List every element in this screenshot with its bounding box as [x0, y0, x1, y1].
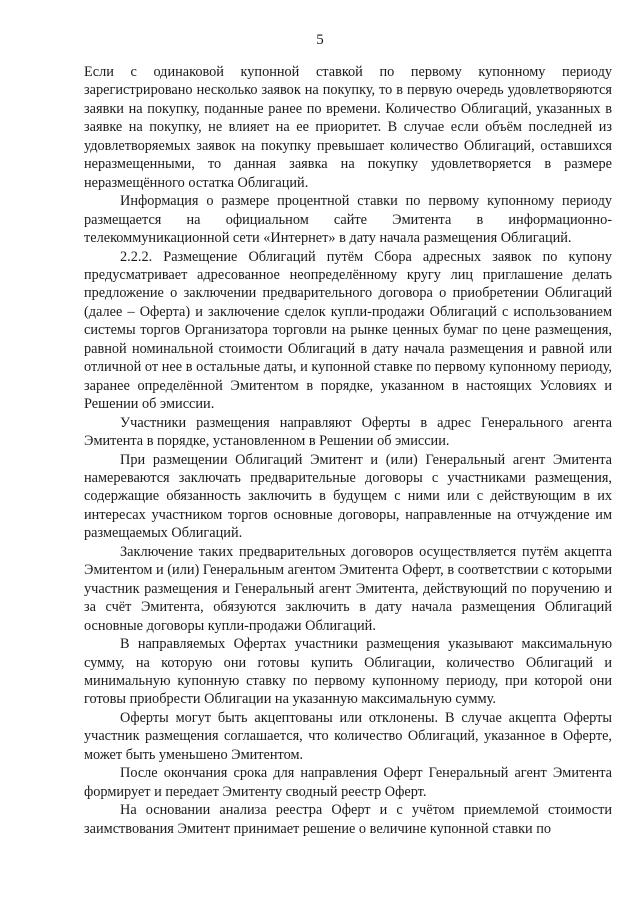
- paragraph: После окончания срока для направления Оферт Генеральный агент Эмитента формирует и передает Эмитенту сводный реестр Оферт.: [84, 765, 612, 800]
- paragraph: Оферты могут быть акцептованы или отклонены. В случае акцепта Оферты участник размещения соглашается, что количество Облигаций, указанное в Оферте, может быть уменьшено Эмитентом.: [84, 709, 612, 763]
- paragraph: Участники размещения направляют Оферты в адрес Генерального агента Эмитента в порядке, установленном в Решении об эмиссии.: [84, 414, 612, 450]
- paragraph: 2.2.2. Размещение Облигаций путём Сбора адресных заявок по купону предусматривает адресованное неопределённому кругу лиц приглашение делать предложение о заключении предварительного договора о приобретении Облигаций (далее – Оферта) и заключение сделок купли-продажи Облигаций с использованием системы торгов Организатора торговли на рынке ценных бумаг по цене размещения, равной номинальной стоимости Облигаций в дату начала размещения и равной или отличной от нее в остальные даты, и купонной ставке по первому купонному периоду, заранее определённой Эмитентом в порядке, указанном в настоящих Условиях и Решении об эмиссии.: [84, 248, 612, 413]
- paragraph: Если с одинаковой купонной ставкой по первому купонному периоду зарегистрировано несколько заявок на покупку, то в первую очередь удовлетворяются заявки на покупку, поданные ранее по времени. Количество Облигаций, указанных в заявке на покупку, не влияет на ее приоритет. В случае если объём последней из удовлетворяемых заявок на покупку превышает количество Облигаций, оставшихся неразмещенными, то данная заявка на покупку удовлетворяется в размере неразмещённого остатка Облигаций.: [84, 64, 612, 191]
- paragraph: При размещении Облигаций Эмитент и (или) Генеральный агент Эмитента намереваются заключать предварительные договоры с участниками размещения, содержащие обязанность заключить в будущем с ними или с действующим в их интересах участником торгов основные договоры, направленные на отчуждение им размещаемых Облигаций.: [84, 451, 612, 542]
- document-body: [84, 63, 612, 838]
- page-number: 5: [316, 32, 324, 48]
- paragraph: На основании анализа реестра Оферт и с учётом приемлемой стоимости заимствования Эмитент принимает решение о величине купонной ставки по: [84, 802, 612, 837]
- paragraph: Информация о размере процентной ставки по первому купонному периоду размещается на официальном сайте Эмитента в информационно-телекоммуникационной сети «Интернет» в дату начала размещения Облигаций.: [84, 193, 612, 247]
- paragraph: В направляемых Офертах участники размещения указывают максимальную сумму, на которую они готовы купить Облигации, количество Облигаций и минимальную купонную ставку по первому купонному периоду, при которой они готовы приобрести Облигации на указанную максимальную сумму.: [84, 636, 612, 708]
- paragraph: Заключение таких предварительных договоров осуществляется путём акцепта Эмитентом и (или) Генеральным агентом Эмитента Оферт, в соответствии с которыми участник размещения и Генеральный агент Эмитента, действующий по поручению и за счёт Эмитента, обязуются заключить в дату начала размещения Облигаций основные договоры купли-продажи Облигаций.: [84, 543, 612, 634]
